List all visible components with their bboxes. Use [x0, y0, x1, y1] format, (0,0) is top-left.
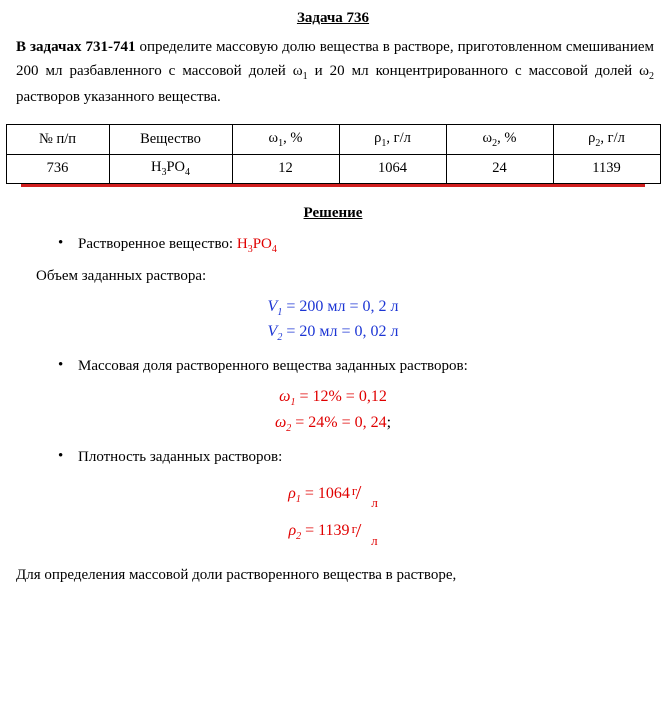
col-header-rho1-unit: , г/л	[386, 129, 411, 146]
formula-rho1-value: = 1064	[300, 484, 350, 502]
solution-list	[40, 236, 666, 255]
problem-text-rest: определите массовую долю вещества в растворе, приготовленном смешиванием 200 мл разбавленного с массовой долей ω	[16, 39, 654, 80]
dissolved-substance-label: Растворенное вещество:	[78, 235, 237, 252]
dissolved-substance-value	[236, 235, 277, 255]
formula-v1-symbol: V	[267, 297, 278, 315]
problem-text-mid: и 20 мл концентрированного с массовой долей ω	[307, 63, 650, 80]
omega2-subscript: 2	[649, 71, 655, 83]
cell-substance-po: PO	[166, 159, 186, 176]
volume-formulas	[0, 295, 666, 346]
col-header-substance-text: Вещество	[140, 130, 201, 147]
formula-v1-value: = 200 мл = 0, 2 л	[282, 297, 399, 315]
omega-formulas	[0, 385, 666, 436]
document-page	[0, 10, 666, 705]
formula-omega1-sub: 1	[290, 397, 296, 409]
col-header-omega2-unit: , %	[497, 129, 517, 146]
data-table	[6, 124, 661, 184]
problem-statement	[16, 35, 654, 110]
col-header-rho2-sub: 2	[595, 137, 601, 149]
formula-omega1-value: = 12% = 0,12	[295, 388, 387, 406]
col-header-rho2-sym: ρ	[588, 129, 596, 146]
formula-rho2-value: = 1139	[301, 522, 350, 540]
formula-rho2	[0, 519, 666, 549]
formula-rho2-units	[351, 521, 378, 549]
formula-rho1-units	[351, 483, 378, 511]
page-title: Задача 736	[296, 10, 370, 26]
bottom-paragraph: Для определения массовой доли растворенного вещества в растворе,	[16, 566, 457, 583]
col-header-number-text: № п/п	[38, 130, 76, 147]
col-header-rho1	[339, 124, 446, 154]
formula-omega-semicolon: ;	[386, 413, 392, 431]
formula-omega2-value: = 24% = 0, 24	[291, 413, 387, 431]
cell-number: 736	[6, 154, 109, 183]
col-header-omega2	[446, 124, 553, 154]
formula-rho1	[0, 482, 666, 511]
solution-heading: Решение	[303, 204, 363, 221]
cell-substance-h: H	[150, 159, 162, 176]
omega1-subscript: 1	[302, 71, 308, 83]
formula-omega2-symbol: ω	[274, 413, 287, 431]
red-underline-rule	[21, 184, 645, 187]
formula-v1	[0, 295, 666, 321]
col-header-omega1-sub: 1	[278, 137, 284, 149]
col-header-number	[6, 124, 109, 154]
formula-rho1-unit-den: л	[371, 495, 378, 511]
col-header-omega2-sub: 2	[492, 137, 498, 149]
formula-rho2-symbol: ρ	[288, 522, 297, 540]
col-header-rho1-sym: ρ	[374, 129, 382, 146]
formula-omega1-symbol: ω	[279, 388, 291, 406]
formula-rho2-sub: 2	[296, 531, 302, 543]
rho-formulas	[0, 482, 666, 549]
formula-rho2-unit-den: л	[371, 533, 378, 549]
list-item-density: • Плотность заданных растворов:	[58, 449, 666, 466]
solution-list-3	[40, 449, 666, 466]
cell-substance	[109, 154, 232, 183]
formula-sub4: 4	[271, 243, 277, 255]
formula-sub3: 3	[247, 243, 253, 255]
col-header-rho2-unit: , г/л	[600, 129, 625, 146]
cell-omega2: 24	[446, 154, 553, 183]
col-header-rho1-sub: 1	[381, 137, 387, 149]
problem-range-label: В задачах 731-741	[16, 39, 136, 55]
formula-omega1	[0, 385, 666, 411]
problem-text-tail: растворов указанного вещества.	[16, 89, 221, 106]
formula-h: H	[236, 235, 248, 252]
cell-substance-sub4: 4	[185, 167, 191, 179]
cell-rho1: 1064	[339, 154, 446, 183]
formula-omega2	[0, 411, 666, 437]
formula-v2-symbol: V	[267, 323, 278, 341]
formula-v2-sub: 2	[277, 332, 283, 344]
formula-rho1-symbol: ρ	[288, 484, 296, 502]
col-header-substance	[109, 124, 232, 154]
col-header-omega1	[232, 124, 339, 154]
formula-rho1-sub: 1	[295, 493, 301, 505]
col-header-rho2	[553, 124, 660, 154]
formula-po: PO	[252, 235, 272, 252]
list-item-dissolved-substance	[58, 236, 666, 255]
formula-rho2-unit-num: г	[351, 521, 357, 537]
cell-omega1: 12	[232, 154, 339, 183]
formula-rho1-unit-num: г	[351, 483, 358, 499]
table-header-row	[6, 124, 660, 154]
volumes-label: Объем заданных раствора:	[36, 267, 207, 284]
col-header-omega1-unit: , %	[283, 129, 303, 146]
cell-substance-sub3: 3	[161, 167, 167, 179]
list-item-mass-fraction: • Массовая доля растворенного вещества заданных растворов:	[58, 358, 666, 375]
solution-list-2	[40, 358, 666, 375]
cell-rho2: 1139	[553, 154, 660, 183]
formula-v1-sub: 1	[277, 306, 283, 318]
formula-v2-value: = 20 мл = 0, 02 л	[282, 323, 399, 341]
formula-omega2-sub: 2	[286, 423, 292, 435]
formula-v2	[0, 320, 666, 346]
col-header-omega2-sym: ω	[482, 129, 493, 146]
table-row	[6, 154, 660, 183]
col-header-omega1-sym: ω	[268, 129, 279, 146]
